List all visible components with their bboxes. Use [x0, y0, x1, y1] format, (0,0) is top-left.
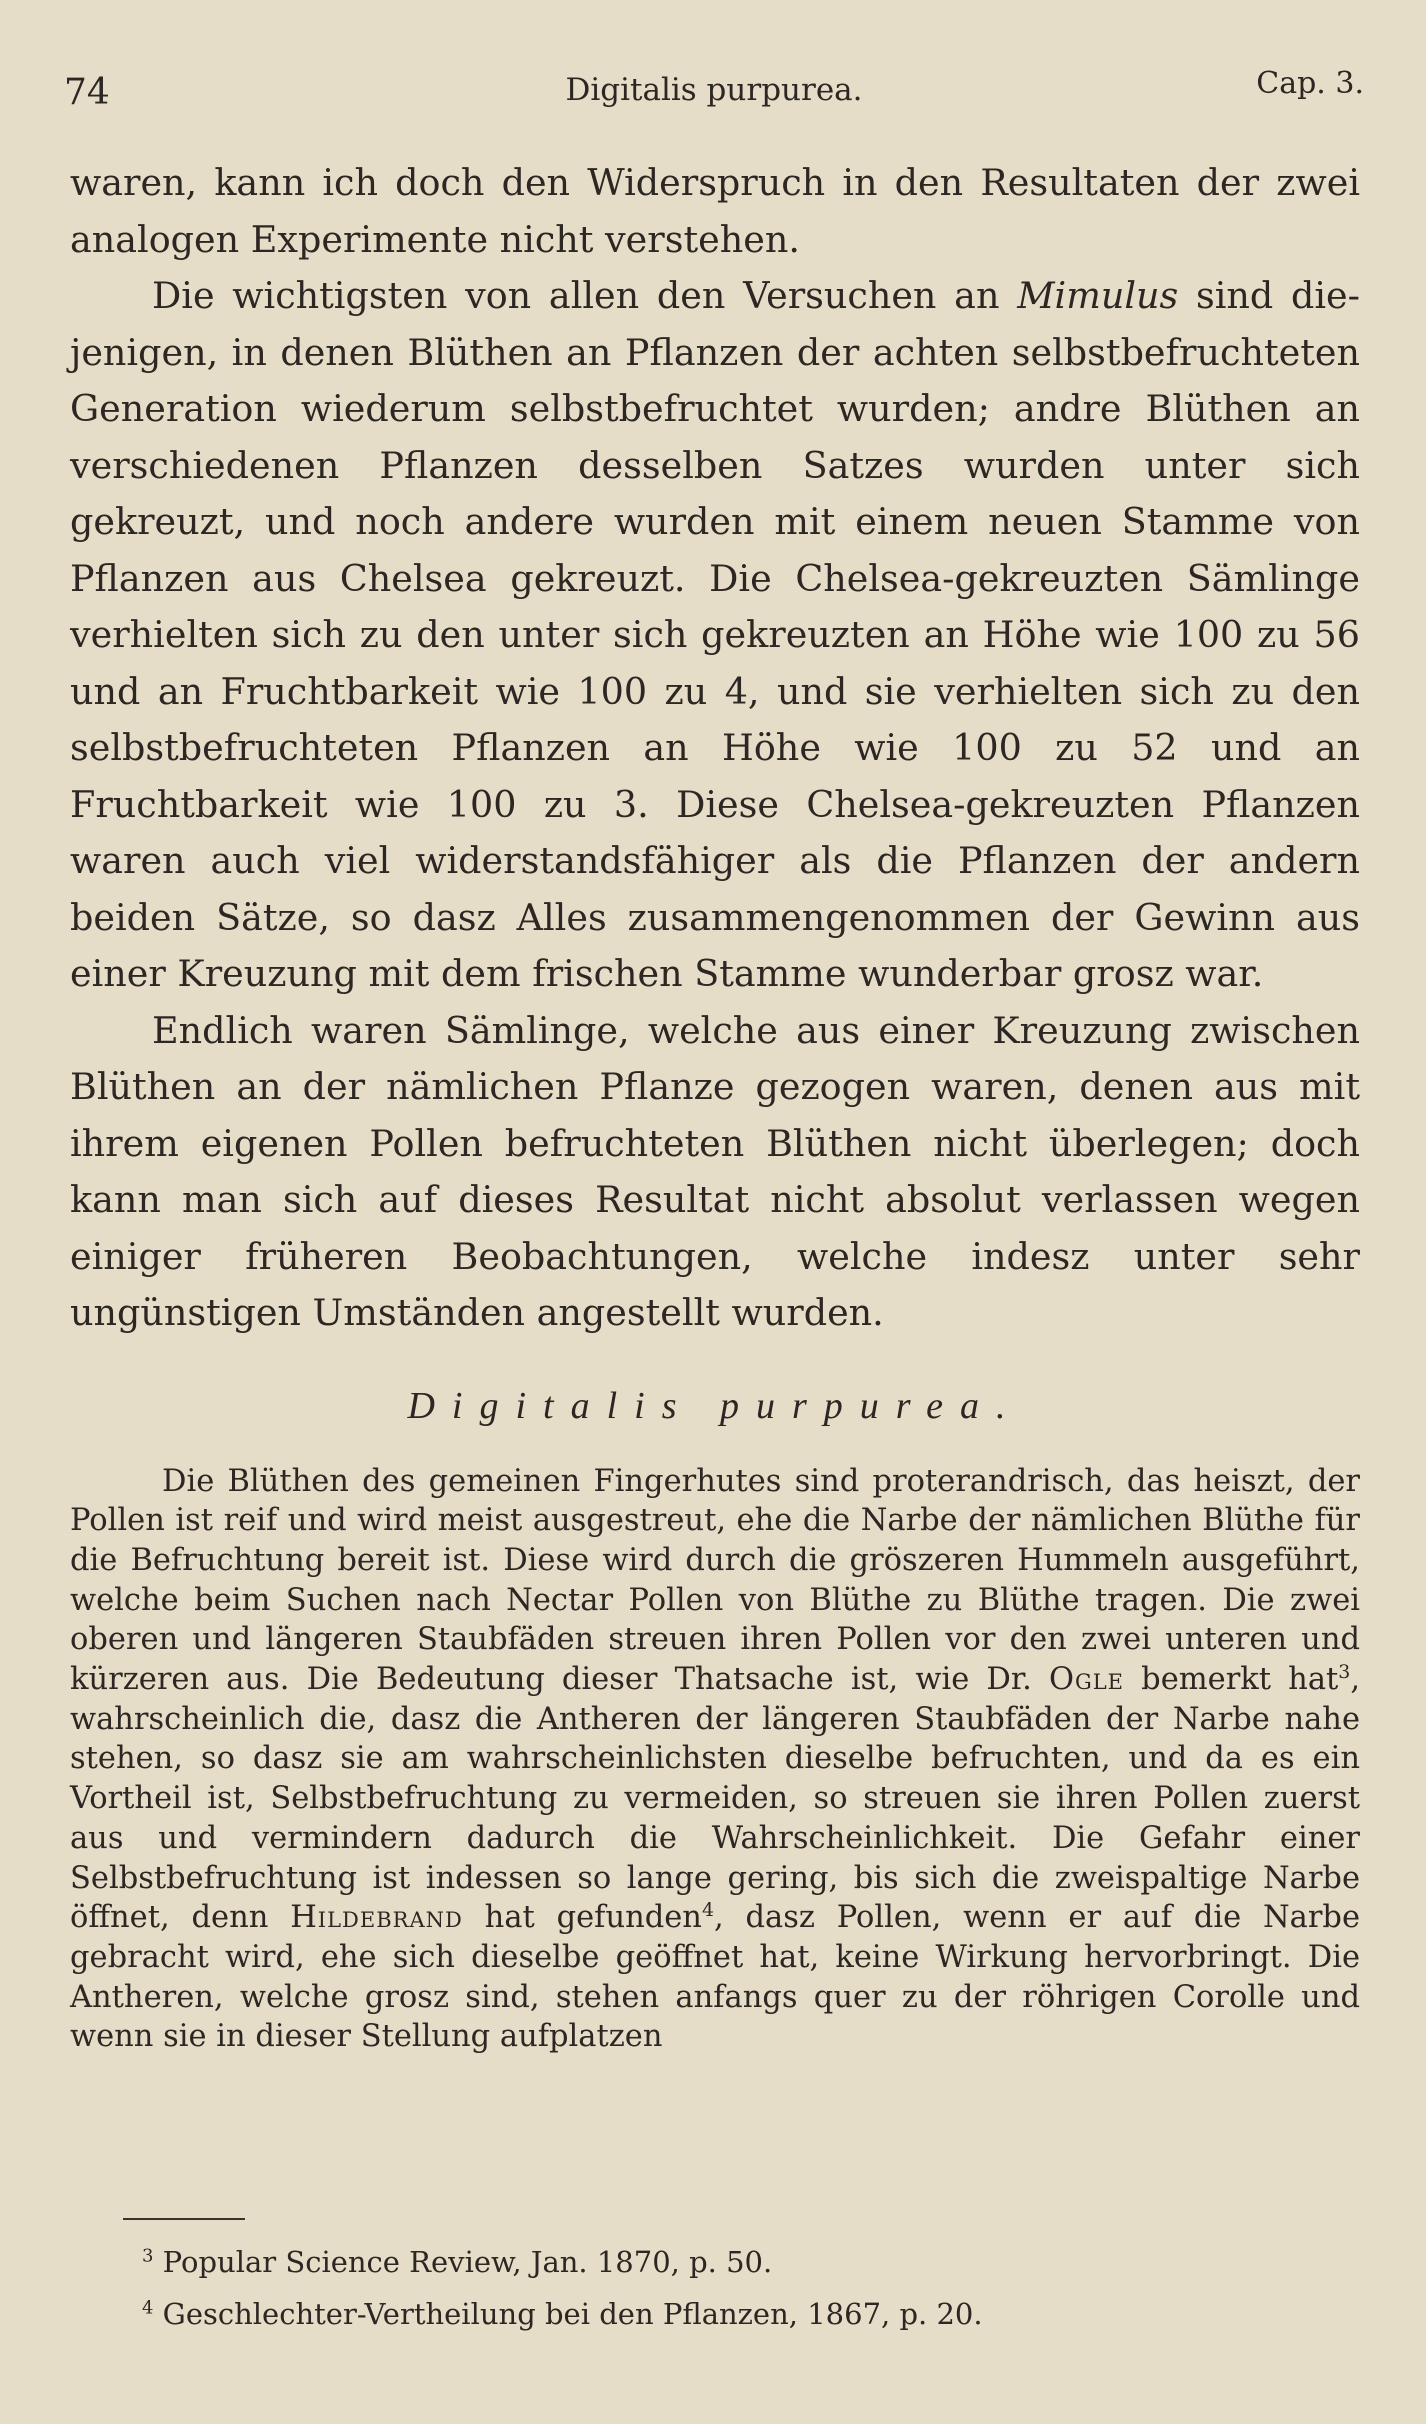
footnote-mark: 4 [142, 2297, 154, 2319]
footnote: $^3$ Popular Science Review, Jan. 1870, p. 50. [142, 2245, 773, 2279]
footnote-mark: 3 [142, 2245, 154, 2267]
author-name: Ogle [1048, 1662, 1125, 1698]
footnote-ref[interactable]: 4 [701, 1899, 714, 1922]
footnote-ref[interactable]: 3 [1338, 1660, 1351, 1683]
page-header [64, 66, 1364, 126]
section-heading: Digitalis purpurea. [407, 1384, 1023, 1427]
running-title: Digitalis purpurea. [565, 72, 863, 108]
main-text [70, 155, 1360, 1342]
digitalis-text [70, 1462, 1360, 2058]
footnotes [142, 2236, 1342, 2340]
page-number: 74 [64, 72, 110, 113]
paragraph-self-cross: Endlich waren Sämlinge, welche aus einer Kreuzung zwischen Blüthen an der nämlichen Pflanze gezogen waren, denen aus mit ihrem eigenen Pollen befruchteten Blüthen nicht überlegen; doch kann man sich auf dieses Resultat nicht absolut verlassen wegen einiger früheren Beobachtungen, welche indesz unter sehr ungünstigen Umständen angestellt wurden. [70, 1008, 1360, 1334]
paragraph-continued: waren, kann ich doch den Widerspruch in den Resultaten der zwei analogen Experimente nicht verstehen. [70, 161, 1360, 261]
footnote-divider [123, 2218, 245, 2220]
chapter-label: Cap. 3. [1256, 66, 1364, 101]
author-name: Hildebrand [290, 1900, 463, 1936]
species-name: Mimulus [1017, 274, 1179, 317]
paragraph-mimulus: Die wichtigsten von allen den Versuchen an Mimulus sind diejenigen, in denen Blüthen an Pflanzen der achten selbstbefruchteten Generation wiederum selbstbefruchtet wurden; andre Blüthen an verschiedenen Pflanzen desselben Satzes wurden unter sich gekreuzt, und noch andere wurden mit einem neuen Stamme von Pflanzen aus Chelsea gekreuzt. Die Chelsea-gekreuzten Sämlinge verhielten sich zu den unter sich gekreuzten an Höhe wie 100 zu 56 und an Fruchtbarkeit wie 100 zu 4, und sie verhielten sich zu den selbstbefruchteten Pflanzen an Höhe wie 100 zu 52 und an Fruchtbarkeit wie 100 zu 3. Diese Chelsea-gekreuzten Pflanzen waren auch viel widerstandsfähiger als die Pflanzen der andern beiden Sätze, so dasz Alles zusammengenommen der Gewinn aus einer Kreuzung mit dem frischen Stamme wunderbar grosz war. [70, 274, 1360, 995]
footnote: $^4$ Geschlechter-Vertheilung bei den Pflanzen, 1867, p. 20. [142, 2297, 983, 2331]
paragraph-digitalis: Die Blüthen des gemeinen Fingerhutes sind proterandrisch, das heiszt, der Pollen ist reif und wird meist ausgestreut, ehe die Narbe der nämlichen Blüthe für die Befruchtung bereit ist. Diese wird durch die gröszeren Hummeln ausgeführt, welche beim Suchen nach Nectar Pollen von Blüthe zu Blüthe tragen. Die zwei oberen und längeren Staubfäden streuen ihren Pollen vor den zwei unteren und kürzeren aus. Die Bedeutung dieser Thatsache ist, wie Dr. Ogle bemerkt hat$^3$, wahrscheinlich die, dasz die Antheren der längeren Staubfäden der Narbe nahe stehen, so dasz sie am wahrscheinlichsten dieselbe befruchten, und da es ein Vortheil ist, Selbstbefruchtung zu vermeiden, so streuen sie ihren Pollen zuerst aus und vermindern dadurch die Wahrscheinlichkeit. Die Gefahr einer Selbstbefruchtung ist indessen so lange gering, bis sich die zweispaltige Narbe öffnet, denn Hildebrand hat gefunden$^4$, dasz Pollen, wenn er auf die Narbe gebracht wird, ehe sich dieselbe geöffnet hat, keine Wirkung hervorbringt. Die Antheren, welche grosz sind, stehen anfangs quer zu der röhrigen Corolle und wenn sie in dieser Stellung aufplatzen [70, 1463, 1361, 2055]
page-body [70, 155, 1360, 2057]
